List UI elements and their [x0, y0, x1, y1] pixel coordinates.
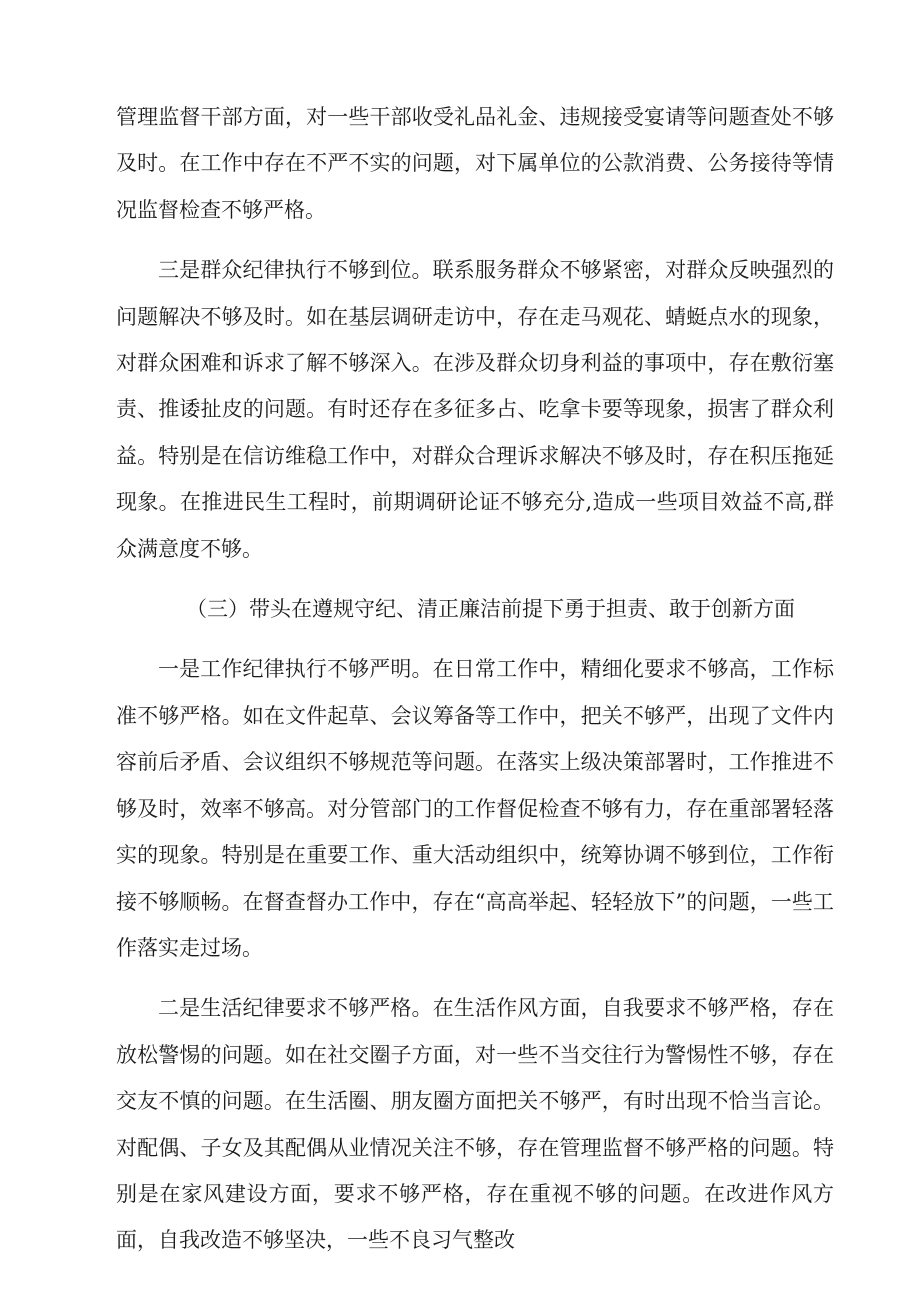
paragraph-life-discipline: 二是生活纪律要求不够严格。在生活作风方面，自我要求不够严格，存在放松警惕的问题。如在社交圈子方面，对一些不当交往行为警惕性不够，存在交友不慎的问题。在生活圈、朋友圈方面把关不够严，有时出现不恰当言论。对配偶、子女及其配偶从业情况关注不够，存在管理监督不够严格的问题。特别是在家风建设方面，要求不够严格，存在重视不够的问题。在改进作风方面，自我改造不够坚决，一些不良习气整改	[116, 996, 834, 1253]
paragraph-work-discipline: 一是工作纪律执行不够严明。在日常工作中，精细化要求不够高，工作标准不够严格。如在文件起草、会议筹备等工作中，把关不够严，出现了文件内容前后矛盾、会议组织不够规范等问题。在落实上级决策部署时，工作推进不够及时，效率不够高。对分管部门的工作督促检查不够有力，存在重部署轻落实的现象。特别是在重要工作、重大活动组织中，统筹协调不够到位，工作衔接不够顺畅。在督查督办工作中，存在“高高举起、轻轻放下”的问题，一些工作落实走过场。	[116, 657, 834, 960]
paragraph-mass-discipline: 三是群众纪律执行不够到位。联系服务群众不够紧密，对群众反映强烈的问题解决不够及时。如在基层调研走访中，存在走马观花、蜻蜓点水的现象，对群众困难和诉求了解不够深入。在涉及群众切身利益的事项中，存在敷衍塞责、推诿扯皮的问题。有时还存在多征多占、吃拿卡要等现象，损害了群众利益。特别是在信访维稳工作中，对群众合理诉求解决不够及时，存在积压拖延现象。在推进民生工程时，前期调研论证不够充分,造成一些项目效益不高,群众满意度不够。	[116, 258, 834, 561]
section-heading: （三）带头在遵规守纪、清正廉洁前提下勇于担责、敢于创新方面	[186, 597, 795, 622]
document-body	[116, 94, 834, 1264]
paragraph-continued: 管理监督干部方面，对一些干部收受礼品礼金、违规接受宴请等问题查处不够及时。在工作中存在不严不实的问题，对下属单位的公款消费、公务接待等情况监督检查不够严格。	[116, 105, 834, 222]
